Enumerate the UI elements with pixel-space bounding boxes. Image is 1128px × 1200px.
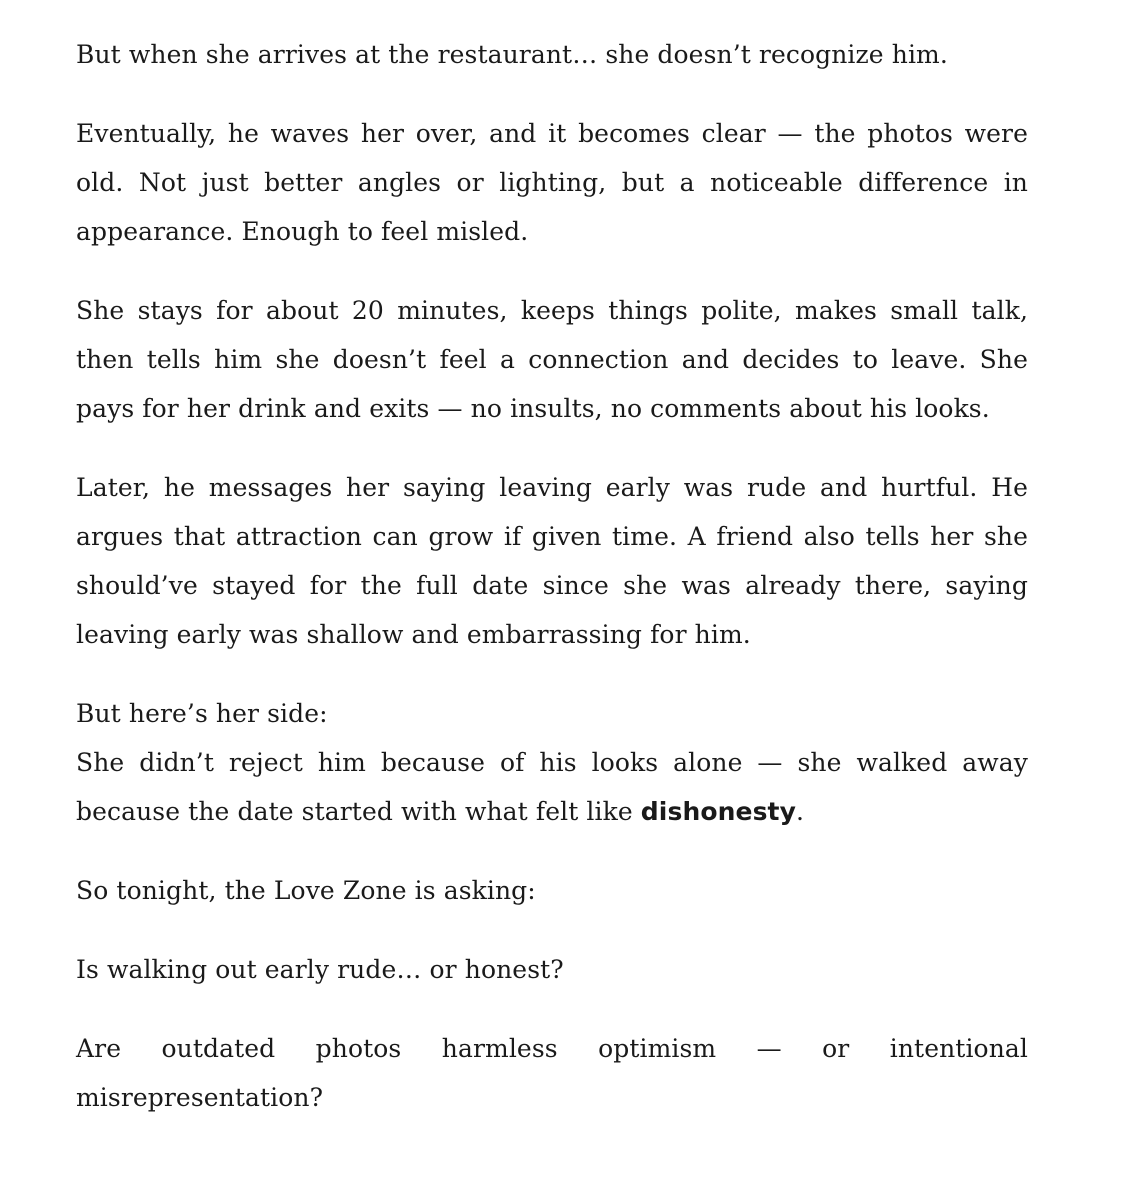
paragraph-question-rude-or-honest: Is walking out early rude… or honest? <box>76 955 564 984</box>
paragraph-love-zone-asking: So tonight, the Love Zone is asking: <box>76 876 536 905</box>
paragraph-old-photos: Eventually, he waves her over, and it becomes clear — the photos were old. Not just better angles or lighting, but a noticeable difference in appearance. Enough to feel misled. <box>76 119 1028 246</box>
her-side-text: She didn’t reject him because of his looks alone — she walked away because the date started with what felt like <box>76 748 1028 826</box>
paragraph-her-side-heading: But here’s her side: <box>76 699 328 728</box>
her-side-period: . <box>796 797 805 826</box>
paragraph-her-side <box>76 738 1028 836</box>
emphasis-dishonesty: dishonesty <box>640 797 796 826</box>
paragraph-his-message: Later, he messages her saying leaving early was rude and hurtful. He argues that attraction can grow if given time. A friend also tells her she should’ve stayed for the full date since she was already there, saying leaving early was shallow and embarrassing for him. <box>76 473 1028 649</box>
article-body <box>76 30 1028 1152</box>
paragraph-leaves-date: She stays for about 20 minutes, keeps things polite, makes small talk, then tells him she doesn’t feel a connection and decides to leave. She pays for her drink and exits — no insults, no comments about his looks. <box>76 296 1028 423</box>
paragraph-arrival: But when she arrives at the restaurant… she doesn’t recognize him. <box>76 40 948 69</box>
paragraph-question-outdated-photos: Are outdated photos harmless optimism — or intentional misrepresentation? <box>76 1034 1028 1112</box>
